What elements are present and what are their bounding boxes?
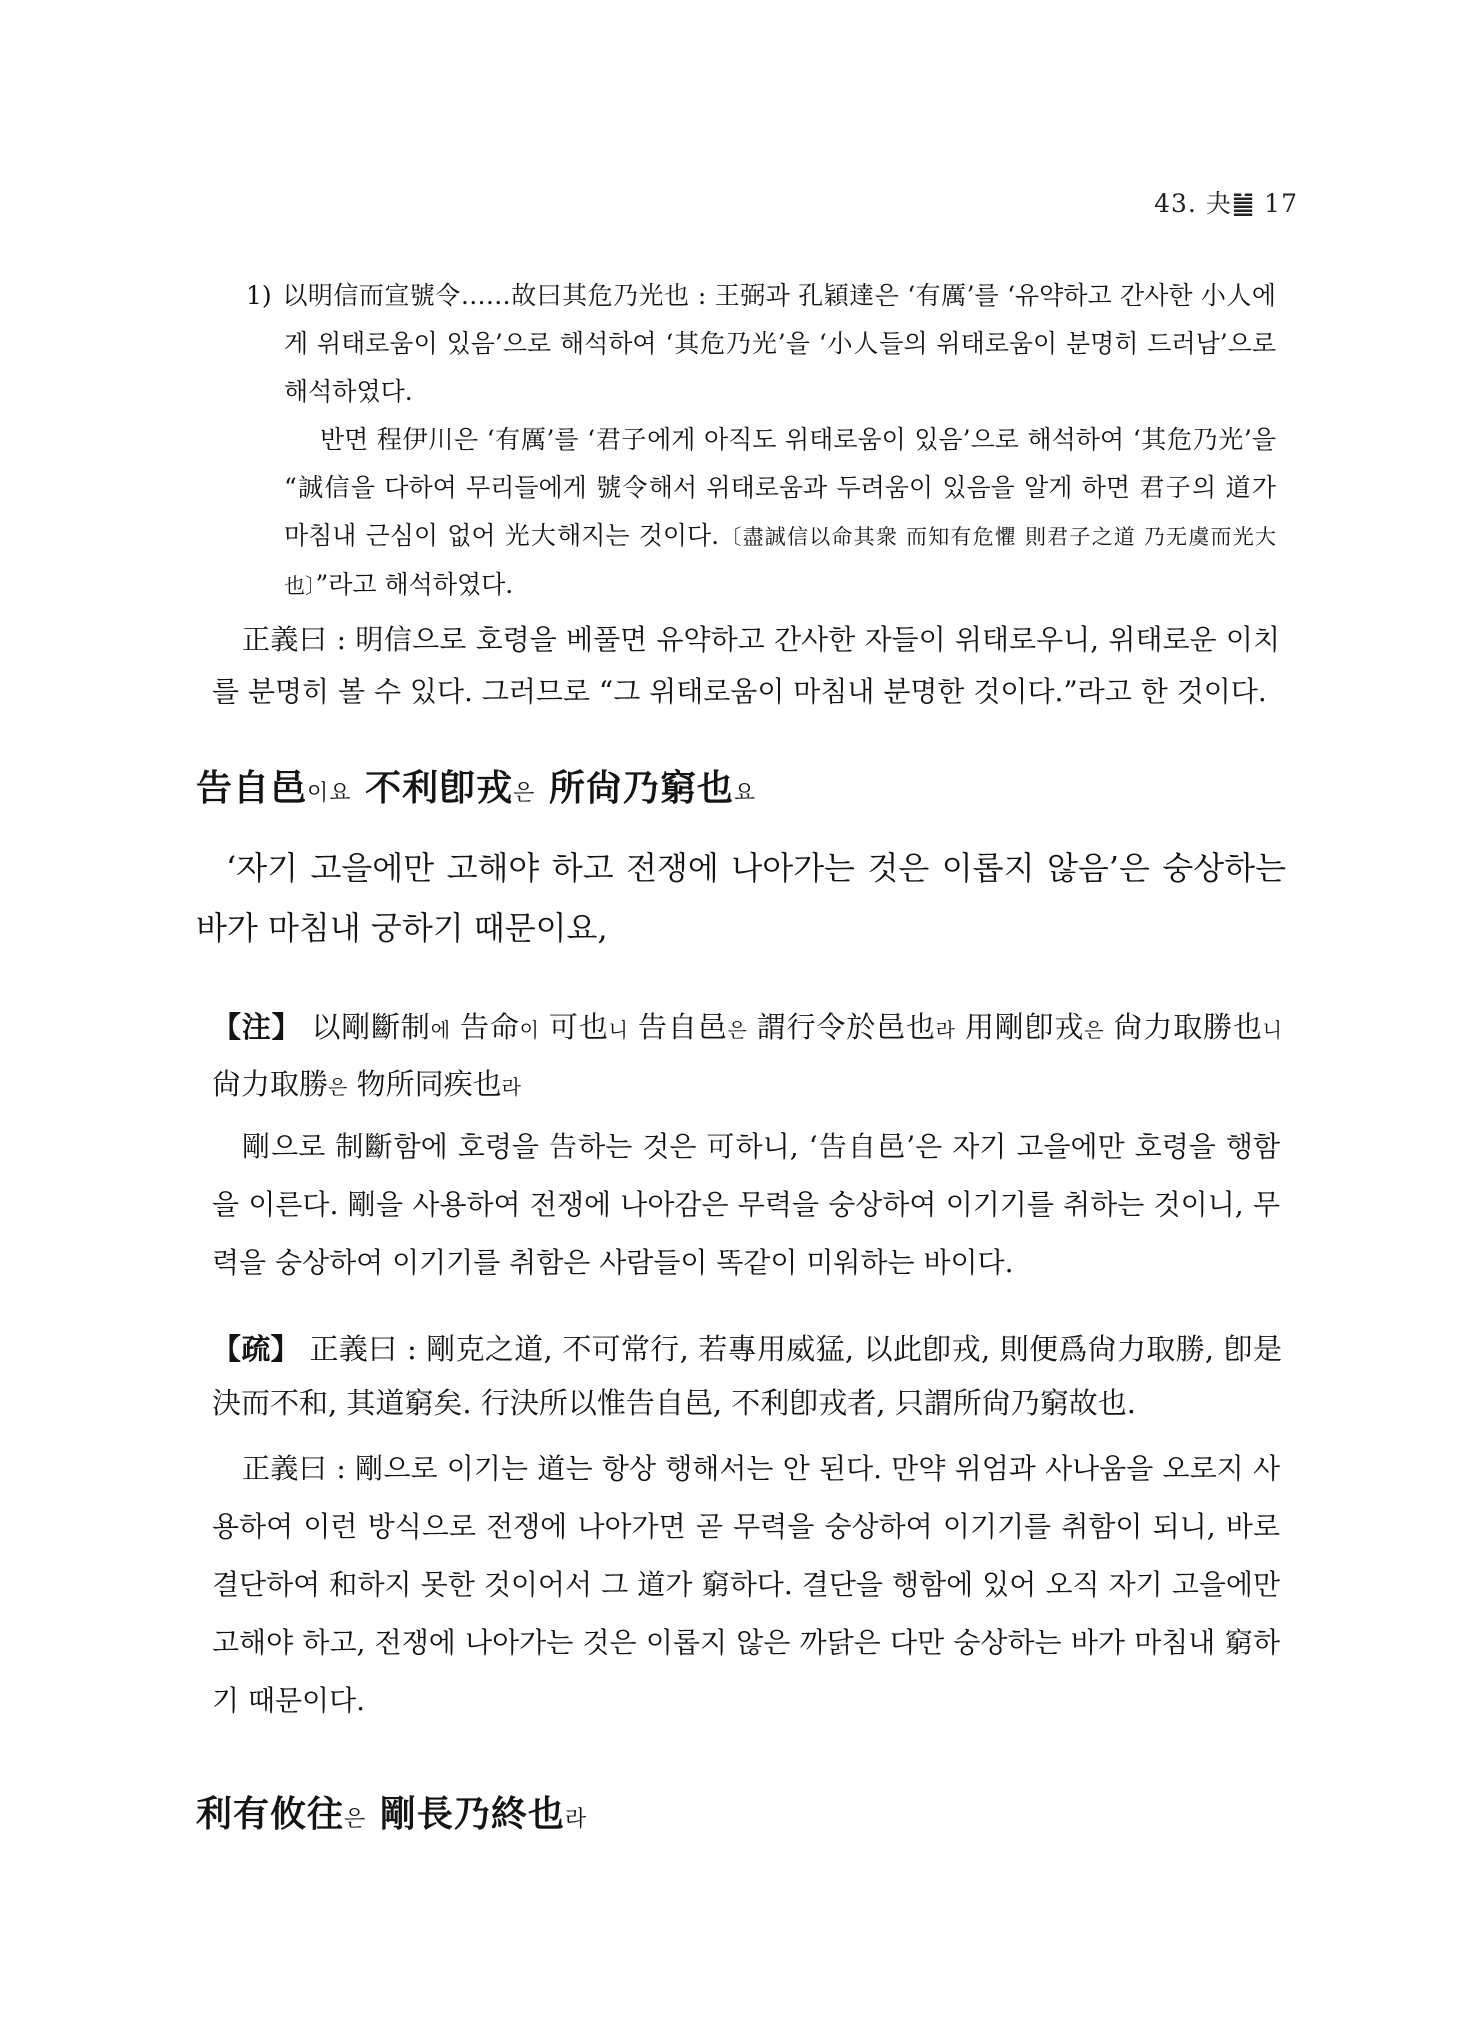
zhu-translation: 剛으로 制斷함에 호령을 告하는 것은 可하니, ‘告自邑’은 자기 고을에만 호령을 행함을 이른다. 剛을 사용하여 전쟁에 나아감은 무력을 숭상하여 이기기를 취하는 것이니, 무력을 숭상하여 이기기를 취함은 사람들이 똑같이 미워하는 바이다.: [212, 1130, 1280, 1279]
heading1-part3: 所尙乃窮也: [548, 767, 734, 809]
heading1-suffix1: 이요: [307, 781, 352, 806]
translation-1: ‘자기 고을에만 고해야 하고 전쟁에 나아가는 것은 이롭지 않음’은 숭상하는 바가 마침내 궁하기 때문이요,: [196, 849, 1286, 947]
footnote: [246, 272, 1276, 610]
footnote-number: 1): [246, 281, 272, 310]
shu-translation: 正義曰 : 剛으로 이기는 道는 항상 행해서는 안 된다. 만약 위엄과 사나움을 오로지 사용하여 이런 방식으로 전쟁에 나아가면 곧 무력을 숭상하여 이기기를 취함이 되니, 바로 결단하여 和하지 못한 것이어서 그 道가 窮하다. 결단을 행함에 있어 오직 자기 고을에만 고해야 하고, 전쟁에 나아가는 것은 이롭지 않은 까닭은 다만 숭상하는 바가 마침내 窮하기 때문이다.: [212, 1452, 1280, 1717]
shu-commentary: [212, 1322, 1282, 1430]
footnote-line-2b: ”라고 해석하였다.: [315, 570, 514, 599]
zhu-particle: 은: [727, 1018, 747, 1042]
zhu-seg: 告命: [460, 1010, 520, 1044]
zhu-particle: 은: [1084, 1018, 1104, 1042]
footnote-para-2: [284, 416, 1276, 610]
zhu-seg: 用剛卽戎: [965, 1010, 1085, 1044]
footnote-line-1: 以明信而宣號令……故曰其危乃光也 : 王弼과 孔穎達은 ‘有厲’를 ‘유약하고 간사한 小人에게 위태로움이 있음’으로 해석하여 ‘其危乃光’을 ‘小人들의 위태로움이 분명히 드러남’으로 해석하였다.: [282, 281, 1276, 406]
running-header: 43. 夬䷪ 17: [1154, 189, 1298, 218]
zhu-seg: 謂行令於邑也: [756, 1010, 936, 1044]
zhu-particle: 에: [430, 1018, 451, 1042]
heading2-suffix2: 라: [564, 1807, 588, 1832]
heading1-suffix2: 은: [513, 781, 536, 806]
heading1-suffix3: 요: [733, 781, 757, 806]
heading1-part1: 告自邑: [196, 767, 308, 809]
zhu-seg: 可也: [549, 1010, 609, 1044]
heading2-part1: 利有攸往: [196, 1793, 345, 1835]
zhu-particle: 라: [935, 1018, 955, 1042]
section-heading-1: [196, 764, 756, 818]
section-heading-2: [196, 1790, 587, 1844]
zhu-particle: 이: [519, 1018, 539, 1042]
footnote-block: [246, 272, 1276, 610]
zhu-particle: 라: [501, 1075, 521, 1099]
zhu-commentary: [212, 1000, 1282, 1114]
heading2-part2: 剛長乃終也: [379, 1793, 565, 1835]
zhu-particle: 은: [328, 1075, 348, 1099]
zhu-particle: 니: [1262, 1018, 1282, 1042]
zhu-seg: 尙力取勝: [212, 1067, 329, 1101]
zhengyi-paragraph: 正義曰 : 明信으로 호령을 베풀면 유약하고 간사한 자들이 위태로우니, 위태로운 이치를 분명히 볼 수 있다. 그러므로 “그 위태로움이 마침내 분명한 것이다.”라고 한 것이다.: [212, 623, 1280, 708]
zhu-seg: 尙力取勝也: [1113, 1010, 1263, 1044]
heading1-part2: 不利卽戎: [365, 767, 514, 809]
heading2-suffix1: 은: [344, 1807, 367, 1832]
zhu-seg: 告自邑: [638, 1010, 728, 1044]
footnote-citation: 〔盡誠信以命其衆 而知有危懼 則君子之道 乃无虞而光大也〕: [284, 525, 1276, 598]
zhu-tag: 【注】: [212, 1010, 302, 1044]
zhu-seg: 物所同疾也: [356, 1067, 502, 1101]
shu-tag: 【疏】: [212, 1332, 300, 1366]
footnote-para-1: [246, 272, 1276, 416]
shu-text: 正義曰 : 剛克之道, 不可常行, 若專用威猛, 以此卽戎, 則便爲尙力取勝, 卽是決而不和, 其道窮矣. 行決所以惟告自邑, 不利卽戎者, 只謂所尙乃窮故也.: [212, 1332, 1282, 1420]
footnote-line-2a: 반면 程伊川은 ‘有厲’를 ‘君子에게 아직도 위태로움이 있음’으로 해석하여 ‘其危乃光’을 “誠信을 다하여 무리들에게 號令해서 위태로움과 두려움이 있음을 알게 하면 君子의 道가 마침내 근심이 없어 光大해지는 것이다.: [284, 425, 1276, 550]
zhu-particle: 니: [608, 1018, 628, 1042]
zhu-seg: 以剛斷制: [311, 1010, 431, 1044]
